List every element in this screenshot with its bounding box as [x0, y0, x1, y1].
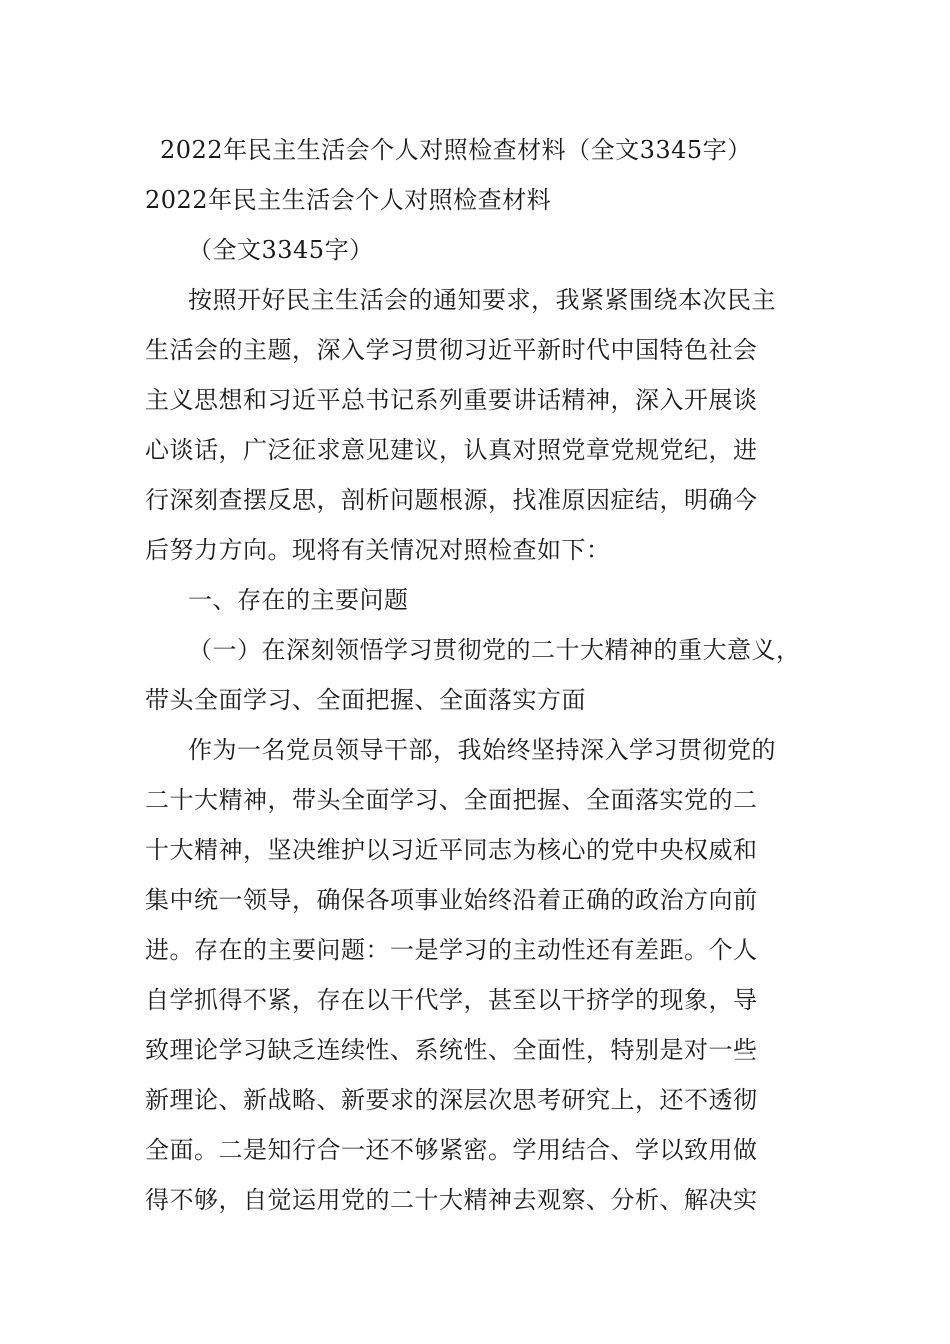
subsection-heading: （一）在深刻领悟学习贯彻党的二十大精神的重大意义， — [188, 636, 801, 664]
paragraph-line: 后努力方向。现将有关情况对照检查如下： — [145, 536, 611, 564]
document-title: 2022年民主生活会个人对照检查材料 — [145, 186, 552, 214]
paragraph-line: 作为一名党员领导干部，我始终坚持深入学习贯彻党的 — [188, 736, 776, 764]
paragraph-line: 得不够，自觉运用党的二十大精神去观察、分析、解决实 — [145, 1186, 758, 1214]
paragraph-line: 致理论学习缺乏连续性、系统性、全面性，特别是对一些 — [145, 1036, 758, 1064]
paragraph-line: 集中统一领导，确保各项事业始终沿着正确的政治方向前 — [145, 886, 758, 914]
paragraph-line: 按照开好民主生活会的通知要求，我紧紧围绕本次民主 — [188, 286, 776, 314]
document-subtitle: （全文3345字） — [188, 236, 374, 264]
paragraph-line: 十大精神，坚决维护以习近平同志为核心的党中央权威和 — [145, 836, 758, 864]
section-heading: 一、存在的主要问题 — [188, 586, 409, 614]
paragraph-line: 全面。二是知行合一还不够紧密。学用结合、学以致用做 — [145, 1136, 758, 1164]
paragraph-line: 行深刻查摆反思，剖析问题根源，找准原因症结，明确今 — [145, 486, 758, 514]
paragraph-line: 心谈话，广泛征求意见建议，认真对照党章党规党纪，进 — [145, 436, 758, 464]
paragraph-line: 进。存在的主要问题：一是学习的主动性还有差距。个人 — [145, 936, 758, 964]
paragraph-line: 主义思想和习近平总书记系列重要讲话精神，深入开展谈 — [145, 386, 758, 414]
subsection-heading: 带头全面学习、全面把握、全面落实方面 — [145, 686, 586, 714]
paragraph-line: 自学抓得不紧，存在以干代学，甚至以干挤学的现象，导 — [145, 986, 758, 1014]
paragraph-line: 生活会的主题，深入学习贯彻习近平新时代中国特色社会 — [145, 336, 758, 364]
header-title: 2022年民主生活会个人对照检查材料（全文3345字） — [160, 136, 752, 164]
paragraph-line: 二十大精神，带头全面学习、全面把握、全面落实党的二 — [145, 786, 758, 814]
paragraph-line: 新理论、新战略、新要求的深层次思考研究上，还不透彻 — [145, 1086, 758, 1114]
